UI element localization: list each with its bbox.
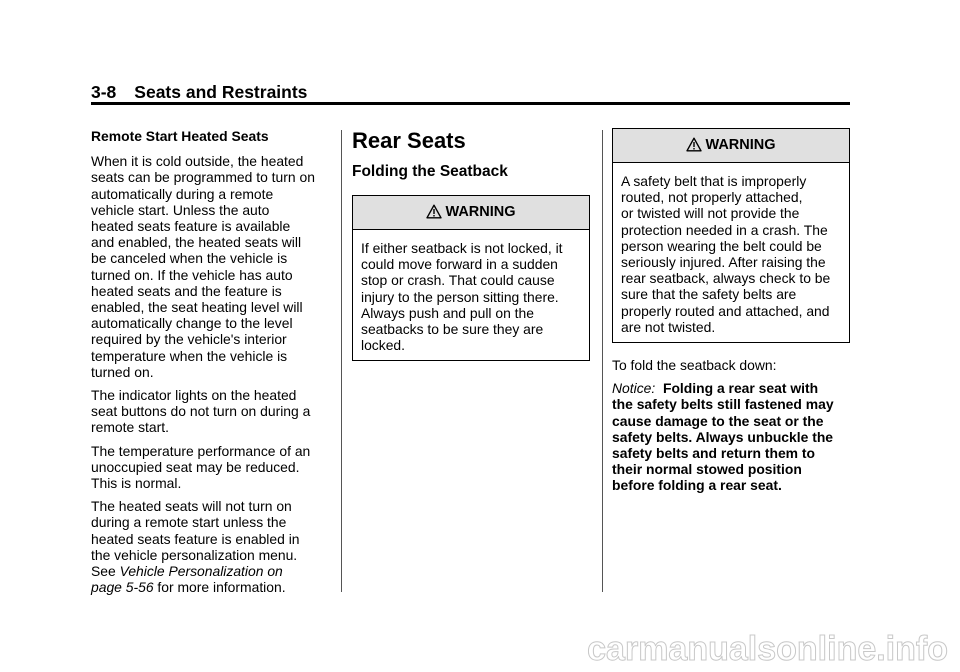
text-line: heated seats and the feature is xyxy=(91,282,282,299)
column-3 xyxy=(612,128,852,501)
text-line: automatically during a remote xyxy=(91,185,274,202)
section-number: 3-8 xyxy=(91,82,117,102)
column-divider xyxy=(341,130,342,592)
text-line xyxy=(91,563,331,579)
notice-line: safety belts and return them to xyxy=(612,445,815,462)
notice-label: Notice: xyxy=(612,380,656,397)
text-line: When it is cold outside, the heated xyxy=(91,153,304,170)
warning-header xyxy=(613,129,849,163)
notice-line: safety belts. Always unbuckle the xyxy=(612,428,834,445)
notice-text: Folding a rear seat with xyxy=(662,380,819,397)
warning-line: If either seatback is not locked, it xyxy=(361,240,563,256)
text-line: unoccupied seat may be reduced. xyxy=(91,458,300,475)
text-line: required by the vehicle's interior xyxy=(91,331,287,348)
column-1 xyxy=(91,128,331,602)
paragraph-3 xyxy=(91,443,331,492)
warning-line: A safety belt that is improperly xyxy=(621,173,807,189)
text-line: turned on. xyxy=(91,363,154,380)
paragraph-1 xyxy=(91,153,331,380)
paragraph-4 xyxy=(91,498,331,595)
warning-title: WARNING xyxy=(445,204,516,220)
text-line: heated seats feature is available xyxy=(91,218,291,235)
warning-line: person wearing the belt could be xyxy=(621,237,822,254)
warning-box xyxy=(612,128,850,343)
text-line: be canceled when the vehicle is xyxy=(91,250,288,267)
warning-line: seatbacks to be sure they are xyxy=(361,321,544,338)
text-line: temperature when the vehicle is xyxy=(91,347,288,364)
see-text: See xyxy=(91,563,116,580)
text-line xyxy=(91,579,331,595)
text-line: enabled, the seat heating level will xyxy=(91,299,303,316)
page-header xyxy=(91,80,851,106)
warning-line: locked. xyxy=(361,337,406,354)
text-line: and enabled, the heated seats will xyxy=(91,234,302,251)
text-line: turned on. If the vehicle has auto xyxy=(91,266,293,283)
subheading-remote-start: Remote Start Heated Seats xyxy=(91,128,269,144)
text-line: The temperature performance of an xyxy=(91,442,311,459)
warning-line: sure that the safety belts are xyxy=(621,286,797,303)
text-line xyxy=(612,380,852,396)
text-line: the vehicle personalization menu. xyxy=(91,546,298,563)
warning-line: routed, not properly attached, xyxy=(621,189,803,206)
warning-box xyxy=(352,195,590,361)
text-line: This is normal. xyxy=(91,475,182,492)
text-line: seats can be programmed to turn on xyxy=(91,169,315,186)
header-rule xyxy=(91,102,850,105)
warning-line: are not twisted. xyxy=(621,318,716,335)
text-line: heated seats feature is enabled in xyxy=(91,530,300,547)
warning-body xyxy=(613,163,849,342)
column-divider xyxy=(602,130,603,592)
warning-title: WARNING xyxy=(705,137,776,153)
cross-reference-page-link[interactable]: page 5-56 xyxy=(91,579,154,596)
warning-header xyxy=(353,196,589,230)
text-line: vehicle start. Unless the auto xyxy=(91,201,270,218)
text-line: automatically change to the level xyxy=(91,315,293,332)
notice-line: cause damage to the seat or the xyxy=(612,412,824,429)
warning-line: rear seatback, always check to be xyxy=(621,270,831,287)
text-line: seat buttons do not turn on during a xyxy=(91,403,311,420)
subheading-folding-seatback: Folding the Seatback xyxy=(352,163,508,180)
notice-paragraph xyxy=(612,380,852,493)
notice-line: before folding a rear seat. xyxy=(612,477,782,494)
chapter-title: Seats and Restraints xyxy=(134,82,308,102)
warning-line: stop or crash. That could cause xyxy=(361,272,555,289)
warning-line: protection needed in a crash. The xyxy=(621,221,828,238)
text-line: during a remote start unless the xyxy=(91,514,287,531)
text-line: The indicator lights on the heated xyxy=(91,387,297,404)
warning-triangle-icon xyxy=(686,137,702,152)
warning-line: seriously injured. After raising the xyxy=(621,254,826,271)
text-line: The heated seats will not turn on xyxy=(91,498,292,515)
instruction-text: To fold the seatback down: xyxy=(612,357,777,374)
cross-reference-link[interactable]: Vehicle Personalization on xyxy=(119,563,283,580)
column-2 xyxy=(352,128,592,361)
warning-line: Always push and pull on the xyxy=(361,304,534,321)
notice-line: their normal stowed position xyxy=(612,461,802,478)
more-info-text: for more information. xyxy=(157,579,286,596)
paragraph-2 xyxy=(91,387,331,436)
warning-line: properly routed and attached, and xyxy=(621,302,830,319)
warning-body xyxy=(353,230,589,360)
warning-line: injury to the person sitting there. xyxy=(361,288,559,305)
section-heading-rear-seats: Rear Seats xyxy=(352,128,466,153)
text-line: remote start. xyxy=(91,419,169,436)
header-title xyxy=(91,82,307,103)
watermark-text: carmanualsonline.info xyxy=(587,630,948,668)
warning-line: could move forward in a sudden xyxy=(361,256,558,273)
warning-triangle-icon xyxy=(426,204,442,219)
warning-line: or twisted will not provide the xyxy=(621,205,800,222)
notice-line: the safety belts still fastened may xyxy=(612,396,834,413)
